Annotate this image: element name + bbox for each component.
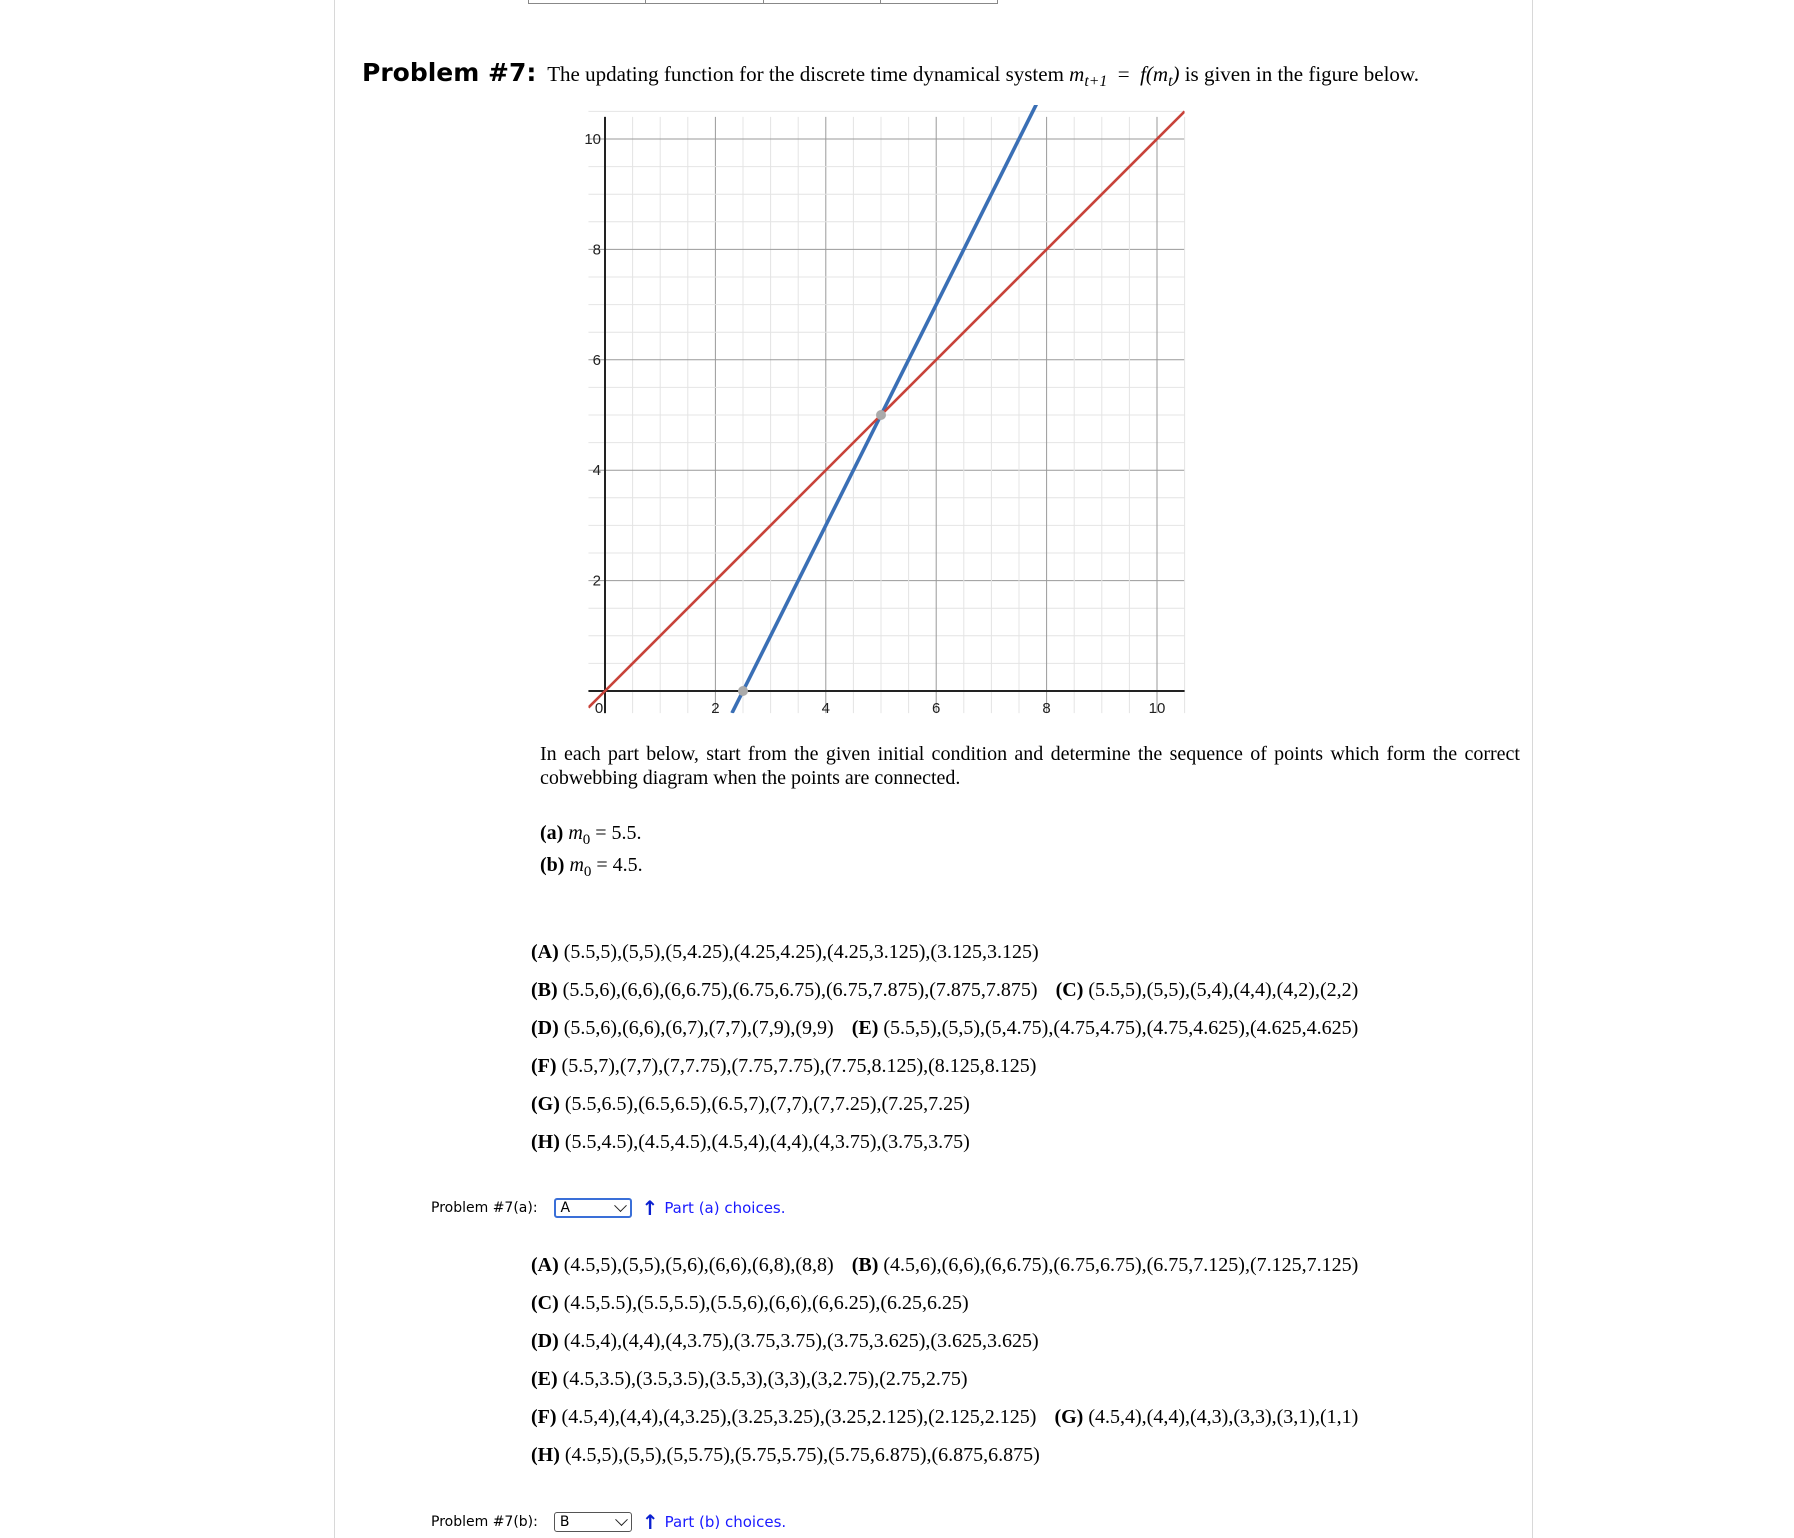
answer-label-b: Problem #7(b): [431, 1514, 538, 1530]
svg-text:4: 4 [592, 462, 601, 480]
choice-item: (C) (5.5,5),(5,5),(5,4),(4,4),(4,2),(2,2) [1055, 979, 1359, 1001]
choice-line [531, 971, 1358, 1009]
choice-item: (F) (4.5,4),(4,4),(4,3.25),(3.25,3.25),(3.25,2.125),(2.125,2.125) [531, 1406, 1037, 1428]
statement-text-end: is given in the figure below. [1184, 62, 1419, 86]
choice-item: (G) (5.5,6.5),(6.5,6.5),(6.5,7),(7,7),(7,7.25),(7.25,7.25) [531, 1093, 970, 1115]
answer-select-a[interactable] [554, 1198, 632, 1218]
svg-text:6: 6 [592, 351, 601, 369]
graph-point [738, 686, 748, 696]
updating-function-graph [560, 105, 1200, 725]
svg-text:8: 8 [592, 241, 601, 259]
svg-text:4: 4 [821, 700, 830, 717]
choice-item: (A) (4.5,5),(5,5),(5,6),(6,6),(6,8),(8,8) [531, 1254, 834, 1276]
choice-item: (B) (5.5,6),(6,6),(6,6.75),(6.75,6.75),(6.75,7.875),(7.875,7.875) [531, 979, 1038, 1001]
answer-label-a: Problem #7(a): [431, 1200, 538, 1216]
answer-row-b [431, 1510, 786, 1534]
choice-line [531, 1360, 1358, 1398]
choice-item: (A) (5.5,5),(5,5),(5,4.25),(4.25,4.25),(4.25,3.125),(3.125,3.125) [531, 941, 1039, 963]
updating-function-line [732, 105, 1080, 713]
choice-line [531, 1398, 1358, 1436]
choice-item: (G) (4.5,4),(4,4),(4,3),(3,3),(3,1),(1,1) [1054, 1406, 1359, 1428]
part-b-choices [531, 1246, 1358, 1474]
up-arrow-icon: ↑ [641, 1196, 659, 1220]
answer-row-a [431, 1196, 786, 1220]
choice-item: (B) (4.5,6),(6,6),(6,6.75),(6.75,6.75),(6.75,7.125),(7.125,7.125) [851, 1254, 1359, 1276]
choice-item: (H) (4.5,5),(5,5),(5,5.75),(5.75,5.75),(5.75,6.875),(6.875,6.875) [531, 1444, 1040, 1466]
choice-item: (D) (4.5,4),(4,4),(4,3.75),(3.75,3.75),(3.75,3.625),(3.625,3.625) [531, 1330, 1039, 1352]
svg-text:10: 10 [1148, 700, 1166, 717]
part-b-choices-link[interactable]: Part (b) choices. [664, 1513, 787, 1531]
initial-condition-b: (b) $m_0 = 4.5$. [540, 854, 643, 880]
equation-rhs: $f(m_t)$ [1140, 62, 1180, 91]
selected-value: B [559, 1514, 570, 1530]
instructions: In each part below, start from the given initial condition and determine the sequence of points which form the correct cobwebbing diagram when the points are connected. [540, 743, 1520, 789]
choice-item: (C) (4.5,5.5),(5.5,5.5),(5.5,6),(6,6),(6,6.25),(6.25,6.25) [531, 1292, 969, 1314]
chevron-down-icon [614, 1199, 627, 1212]
up-arrow-icon: ↑ [641, 1510, 659, 1534]
previous-problem-table-bottom [528, 0, 998, 4]
initial-condition-a: (a) $m_0 = 5.5$. [540, 822, 642, 848]
svg-text:0: 0 [594, 700, 604, 717]
choice-line [531, 1322, 1358, 1360]
choice-item: (D) (5.5,6),(6,6),(6,7),(7,7),(7,9),(9,9) [531, 1017, 834, 1039]
part-a-choices-link[interactable]: Part (a) choices. [664, 1199, 786, 1217]
choice-line [531, 1246, 1358, 1284]
choice-item: (E) (4.5,3.5),(3.5,3.5),(3.5,3),(3,3),(3,2.75),(2.75,2.75) [531, 1368, 968, 1390]
choice-line [531, 1123, 1358, 1161]
selected-value: A [560, 1200, 571, 1216]
choice-line [531, 1009, 1358, 1047]
answer-select-b[interactable] [554, 1512, 632, 1532]
problem-statement: Problem #7: The updating function for the discrete time dynamical system $m_{t+1} = f(m_t)$ is given in the figure below. [362, 58, 1419, 91]
svg-text:2: 2 [711, 700, 720, 717]
graph-point [876, 410, 886, 420]
choice-line [531, 1284, 1358, 1322]
problem-title: Problem #7: [362, 58, 537, 87]
svg-text:10: 10 [584, 131, 601, 148]
equation-lhs: $m_{t+1}$ [1069, 62, 1108, 91]
choice-line [531, 1085, 1358, 1123]
chevron-down-icon [615, 1513, 628, 1526]
choice-item: (F) (5.5,7),(7,7),(7,7.75),(7.75,7.75),(7.75,8.125),(8.125,8.125) [531, 1055, 1037, 1077]
part-a-choices [531, 933, 1358, 1161]
diagonal-line [588, 111, 1184, 707]
svg-text:6: 6 [932, 700, 941, 717]
choice-line [531, 933, 1358, 971]
statement-text: The updating function for the discrete time dynamical system [547, 62, 1064, 86]
choice-line [531, 1047, 1358, 1085]
svg-text:2: 2 [592, 572, 601, 590]
choice-item: (H) (5.5,4.5),(4.5,4.5),(4.5,4),(4,4),(4,3.75),(3.75,3.75) [531, 1131, 970, 1153]
choice-line [531, 1436, 1358, 1474]
choice-item: (E) (5.5,5),(5,5),(5,4.75),(4.75,4.75),(4.75,4.625),(4.625,4.625) [851, 1017, 1359, 1039]
svg-text:8: 8 [1042, 700, 1051, 717]
